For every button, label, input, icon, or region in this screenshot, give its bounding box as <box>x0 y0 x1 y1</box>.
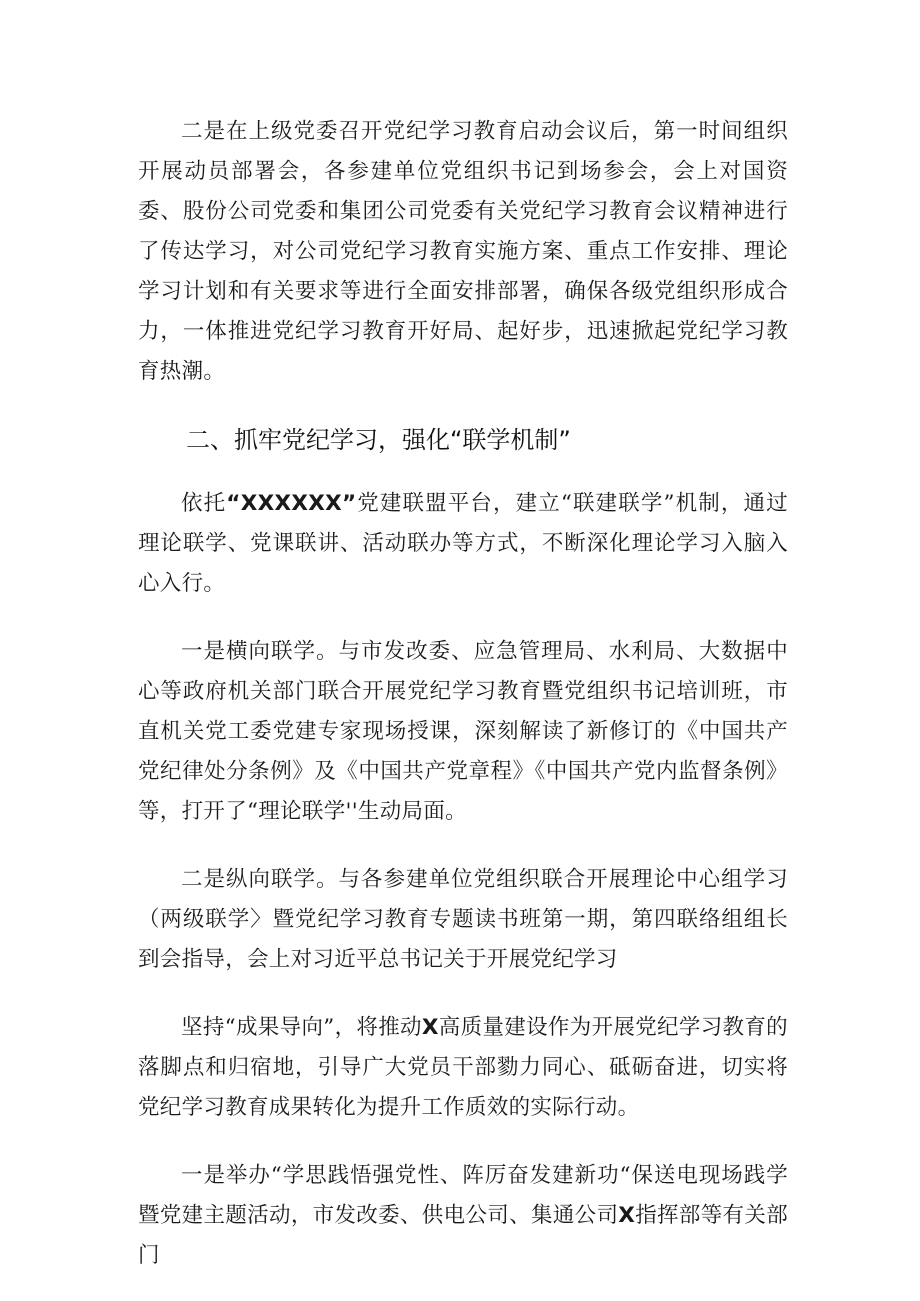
results-body-text: 高质量建设作为开展党纪学习教育的落脚点和归宿地，引导广大党员干部勠力同心、砥砺奋进，切实将党纪学习教育成果转化为提升工作质效的实际行动。 <box>138 1015 788 1120</box>
paragraph-theme-activity <box>138 1156 788 1276</box>
paragraph-vertical-study: 二是纵向联学。与各参建单位党组织联合开展理论中心组学习（两级联学〉暨党纪学习教育专题读书班第一期，第四联络组组长到会指导，会上对习近平总书记关于开展党纪学习 <box>138 867 788 972</box>
activity-project-mark: X <box>618 1203 636 1228</box>
activity-body-text: 指挥部等有关部门 <box>138 1203 788 1268</box>
platform-body-text: 党建联盟平台，建立“联建联学”机制，通过理论联学、党课联讲、活动联办等方式，不断深化理论学习入脑入心入行。 <box>138 491 788 596</box>
activity-intro-text: 一是举办“学思践悟强党性、阵厉奋发建新功“保送电现场践学暨党建主题活动，市发改委、供电公司、集通公司 <box>138 1163 788 1228</box>
paragraph-results-oriented <box>138 1008 788 1128</box>
results-project-mark: X <box>421 1015 439 1040</box>
results-intro-text: 坚持“成果导向”，将推动 <box>181 1015 422 1040</box>
paragraph-horizontal-study: 一是横向联学。与市发改委、应急管理局、水利局、大数据中心等政府机关部门联合开展党纪学习教育暨党组织书记培训班，市直机关党工委党建专家现场授课，深刻解读了新修订的《中国共产党纪律处分条例》及《中国共产党章程》《中国共产党内监督条例》等，打开了“理论联学''生动局面。 <box>138 639 788 824</box>
paragraph-mobilization: 二是在上级党委召开党纪学习教育启动会议后，第一时间组织开展动员部署会，各参建单位党组织书记到场参会，会上对国资委、股份公司党委和集团公司党委有关党纪学习教育会议精神进行了传达学习，对公司党纪学习教育实施方案、重点工作安排、理论学习计划和有关要求等进行全面安排部署，确保各级党组织形成合力，一体推进党纪学习教育开好局、起好步，迅速掀起党纪学习教育热潮。 <box>138 119 788 384</box>
paragraph-platform <box>138 484 788 604</box>
section-heading: 二、抓牢党纪学习，强化“联学机制” <box>186 426 571 454</box>
platform-intro-text: 依托 <box>181 491 227 516</box>
document-page <box>138 112 788 1276</box>
platform-name: “XXXXXX” <box>226 491 357 516</box>
